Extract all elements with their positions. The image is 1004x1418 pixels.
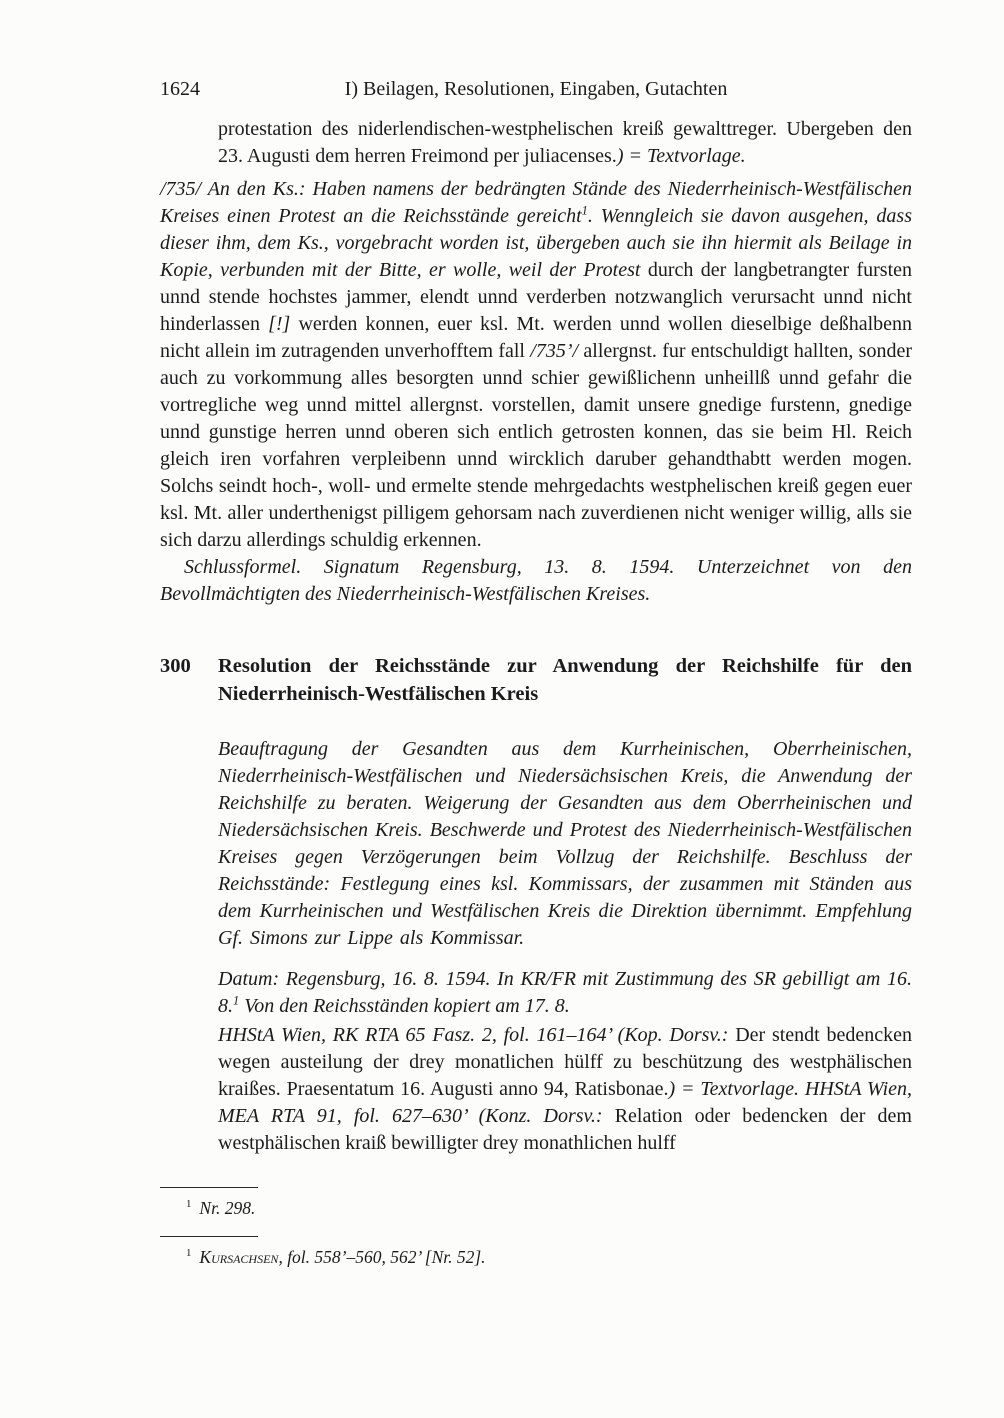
text-run: /735/ An den Ks.: Haben namens der bedrängten Stände des Niederrheinisch-Westfälischen Kreises einen Protest an die Reichsstände gereicht <box>160 178 912 227</box>
regest-paragraph <box>218 736 912 952</box>
datum-paragraph <box>218 966 912 1020</box>
text-run: Von den Reichsständen kopiert am 17. 8. <box>239 995 570 1017</box>
text-run: /735’/ <box>530 340 579 362</box>
text-run: 1 <box>233 993 240 1008</box>
footnotes-area <box>160 1187 912 1269</box>
text-run: durch der langbetrangter fursten unnd stende hochstes jammer, elendt unnd verderben notzwanglich verursacht unnd nicht hinderlassen <box>160 259 913 335</box>
text-run: HHStA Wien, RK RTA 65 Fasz. 2, fol. 161–164’ (Kop. Dorsv.: <box>218 1024 736 1046</box>
closing-formula-paragraph <box>160 554 912 608</box>
summary-paragraph <box>160 176 912 554</box>
footnote-block <box>160 1236 912 1269</box>
text-run: Nr. 298. <box>199 1198 256 1218</box>
footnote <box>160 1197 912 1220</box>
text-run: 1 <box>581 203 588 218</box>
text-run: Relation oder bedencken der dem westphälischen kraiß bewilligter drey monathlichen hulff <box>218 1105 912 1154</box>
text-run: Datum: Regensburg, 16. 8. 1594. In KR/FR mit Zustimmung des SR gebilligt am 16. 8. <box>218 968 912 1017</box>
page-number: 1624 <box>160 78 200 100</box>
footnote-marker: 1 <box>186 1247 192 1260</box>
running-header <box>160 76 912 102</box>
text-run: protestation des niderlendischen-westphelischen kreiß gewalttreger. Ubergeben den 23. Augusti dem herren Freimond per juliacenses. <box>218 118 912 167</box>
footnote-separator <box>160 1187 258 1188</box>
text-run: werden konnen, euer ksl. Mt. werden unnd wollen dieselbige deßhalbenn nicht allein im zutragenden unverhofftem fall <box>160 313 912 362</box>
text-run: [!] <box>268 313 291 335</box>
text-run: ) = Textvorlage. HHStA Wien, MEA RTA 91, fol. 627–630’ (Konz. Dorsv.: <box>218 1078 913 1127</box>
text-run: Kursachsen <box>199 1247 279 1267</box>
footnote-block <box>160 1187 912 1220</box>
footnote-marker: 1 <box>186 1198 192 1211</box>
archival-note-paragraph <box>218 1022 912 1157</box>
running-head: I) Beilagen, Resolutionen, Eingaben, Gutachten <box>344 78 728 100</box>
footnote-separator <box>160 1236 258 1237</box>
footnote-text <box>199 1247 485 1267</box>
text-run: Der stendt bedencken wegen austeilung der drey monatlichen hülff zu beschützung des westphälischen kraißes. Praesentatum 16. Augusti anno 94, Ratisbonae. <box>218 1024 912 1100</box>
text-run: , fol. 558’–560, 562’ [Nr. 52]. <box>278 1247 486 1267</box>
text-run: . Wenngleich sie davon ausgehen, dass dieser ihm, dem Ks., vorgebracht worden ist, übergeben auch sie ihn hiermit als Beilage in Kopie, verbunden mit der Bitte, er wolle, weil der Protest <box>160 205 912 281</box>
text-run: allergnst. fur entschuldigt hallten, sonder auch zu vorkommung alles besorgten unnd schier gewißlichenn unheillß unnd gefahr die vortregliche weg unnd mittel allergnst. vorstellen, damit unsere gnedige furstenn, gnedige unnd gunstige herren unnd oberen sich entlich getrosten konnen, das sie beim Hl. Reich gleich iren vorfahren verpleibenn unnd wircklich daruber gehandthabtt werden mogen. Solchs seindt hoch-, woll- und ermelte stende mehrgedachts westphelischen kreiß gegen euer ksl. Mt. aller underthenigst pilligem gehorsam nach zuverdienen nicht weniger willig, alls sie sich darzu allerdings schuldig erkennen. <box>160 340 912 551</box>
text-block <box>160 76 912 1269</box>
text-run: Beauftragung der Gesandten aus dem Kurrheinischen, Oberrheinischen, Niederrheinisch-Westfälischen und Niedersächsischen Kreis, die Anwendung der Reichshilfe zu beraten. Weigerung der Gesandten aus dem Oberrheinischen und Niedersächsischen Kreis. Beschwerde und Protest des Niederrheinisch-Westfälischen Kreises gegen Verzögerungen beim Vollzug der Reichshilfe. Beschluss der Reichsstände: Festlegung eines ksl. Kommissars, der zusammen mit Ständen aus dem Kurrheinischen und Westfälischen Kreis die Direktion übernimmt. Empfehlung Gf. Simons zur Lippe als Kommissar. <box>218 738 912 949</box>
footnote-text <box>199 1198 255 1218</box>
entry-number: 300 <box>160 655 191 677</box>
entry-300-heading <box>160 652 912 708</box>
text-run: ) = Textvorlage. <box>616 145 746 167</box>
text-run: Schlussformel. Signatum Regensburg, 13. 8. 1594. Unterzeichnet von den Bevollmächtigten des Niederrheinisch-Westfälischen Kreises. <box>160 556 912 605</box>
entry-title: Resolution der Reichsstände zur Anwendung der Reichshilfe für den Niederrheinisch-Westfälischen Kreis <box>218 655 912 705</box>
footnote <box>160 1246 912 1269</box>
dorsal-note-paragraph <box>218 116 912 170</box>
